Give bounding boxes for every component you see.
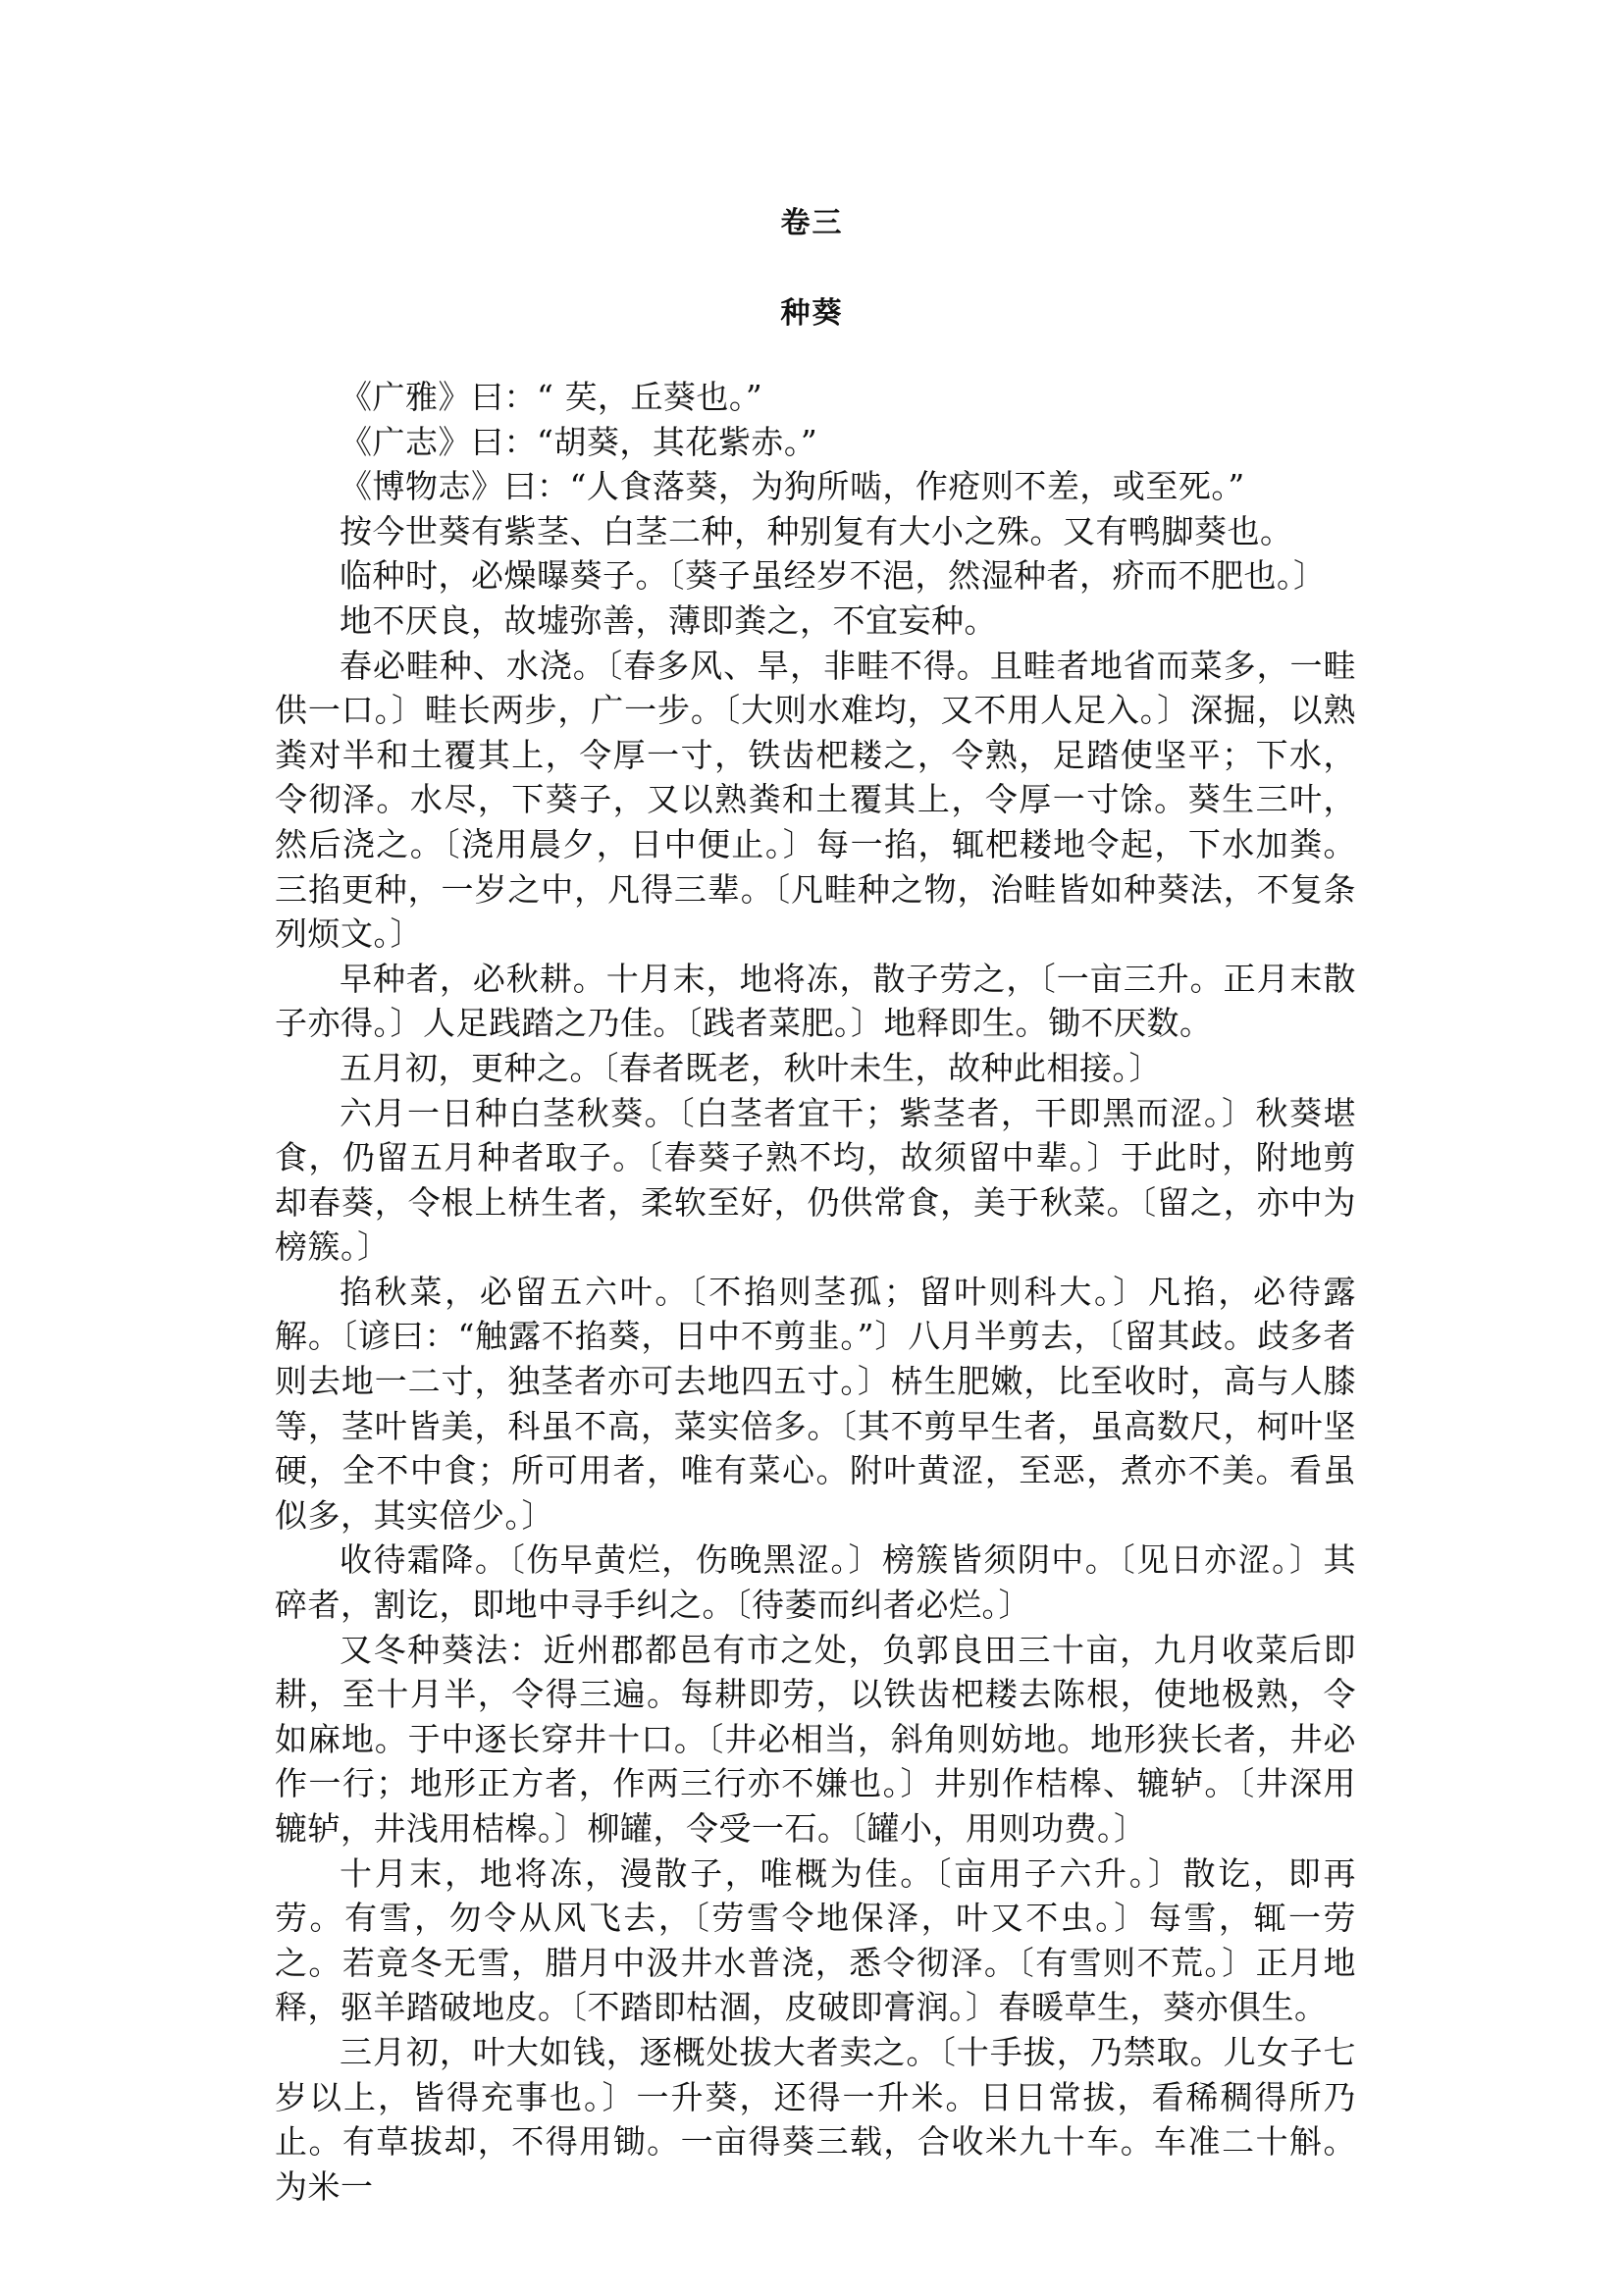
paragraph-harvest: 收待霜降。〔伤早黄烂，伤晚黑涩。〕榜簇皆须阴中。〔见日亦涩。〕其碎者，割讫，即地中寻手纠之。〔待萎而纠者必烂。〕 [275, 1540, 1356, 1625]
body-text [275, 375, 1356, 2209]
paragraph-guangya-quote: 《广雅》曰：“ 䒨，丘葵也。” [340, 378, 763, 416]
paragraph-sixth-month: 六月一日种白茎秋葵。〔白茎者宜干；紫茎者，干即黑而涩。〕秋葵堪食，仍留五月种者取子。〔春葵子熟不均，故须留中辈。〕于此时，附地剪却春葵，令根上枿生者，柔软至好，仍供常食，美于秋菜。〔留之，亦中为榜簇。〕 [275, 1093, 1356, 1267]
section-title: 种葵 [780, 296, 844, 331]
paragraph-winter-method: 又冬种葵法：近州郡都邑有市之处，负郭良田三十亩，九月收菜后即耕，至十月半，令得三遍。每耕即劳，以铁齿杷耧去陈根，使地极熟，令如麻地。于中逐长穿井十口。〔井必相当，斜角则妨地。地形狭长者，井必作一行；地形正方者，作两三行亦不嫌也。〕井别作桔槔、辘轳。〔井深用辘轳，井浅用桔槔。〕柳罐，令受一石。〔罐小，用则功费。〕 [275, 1630, 1356, 1848]
paragraph-seed-drying: 临种时，必燥曝葵子。〔葵子虽经岁不浥，然湿种者，疥而不肥也。〕 [340, 556, 1327, 596]
paragraph-third-month: 三月初，叶大如钱，逐概处拔大者卖之。〔十手拔，乃禁取。儿女子七岁以上，皆得充事也。〕一升葵，还得一升米。日日常拔，看稀稠得所乃止。有草拔却，不得用锄。一亩得葵三载，合收米九十车。车准二十斛。为米一 [275, 2032, 1356, 2206]
paragraph-varieties: 按今世葵有紫茎、白茎二种，种别复有大小之殊。又有鸭脚葵也。 [340, 511, 1293, 550]
volume-title: 卷三 [780, 206, 844, 240]
paragraph-guangzhi-quote: 《广志》曰：“胡葵，其花紫赤。” [340, 422, 818, 461]
paragraph-early-planting: 早种者，必秋耕。十月末，地将冻，散子劳之，〔一亩三升。正月末散子亦得。〕人足践踏之乃佳。〔践者菜肥。〕地释即生。锄不厌数。 [275, 959, 1356, 1043]
paragraph-pinching: 掐秋菜，必留五六叶。〔不掐则茎孤；留叶则科大。〕凡掐，必待露解。〔谚曰：“触露不掐葵，日中不剪韭。”〕八月半剪去，〔留其歧。歧多者则去地一二寸，独茎者亦可去地四五寸。〕枿生肥嫩，比至收时，高与人膝等，茎叶皆美，科虽不高，菜实倍多。〔其不剪早生者，虽高数尺，柯叶坚硬，全不中食；所可用者，唯有菜心。附叶黄涩，至恶，煮亦不美。看虽似多，其实倍少。〕 [275, 1272, 1356, 1535]
paragraph-spring-planting: 春必畦种、水浇。〔春多风、旱，非畦不得。且畦者地省而菜多，一畦供一口。〕畦长两步，广一步。〔大则水难均，又不用人足入。〕深掘，以熟粪对半和土覆其上，令厚一寸，铁齿杷耧之，令熟，足踏使坚平；下水，令彻泽。水尽，下葵子，又以熟粪和土覆其上，令厚一寸馀。葵生三叶，然后浇之。〔浇用晨夕，日中便止。〕每一掐，辄杷耧地令起，下水加粪。三掐更种，一岁之中，凡得三辈。〔凡畦种之物，治畦皆如种葵法，不复条列烦文。〕 [275, 646, 1356, 954]
paragraph-bowuzhi-quote: 《博物志》曰：“人食落葵，为狗所啮，作疮则不差，或至死。” [340, 467, 1245, 506]
paragraph-soil: 地不厌良，故墟弥善，薄即粪之，不宜妄种。 [340, 600, 997, 640]
paragraph-fifth-month: 五月初，更种之。〔春者既老，秋叶未生，故种此相接。〕 [340, 1048, 1162, 1087]
paragraph-tenth-month: 十月末，地将冻，漫散子，唯概为佳。〔亩用子六升。〕散讫，即再劳。有雪，勿令从风飞去，〔劳雪令地保泽，叶又不虫。〕每雪，辄一劳之。若竟冬无雪，腊月中汲井水普浇，悉令彻泽。〔有雪则不荒。〕正月地释，驱羊踏破地皮。〔不踏即枯涸，皮破即膏润。〕春暖草生，葵亦俱生。 [275, 1853, 1356, 2027]
